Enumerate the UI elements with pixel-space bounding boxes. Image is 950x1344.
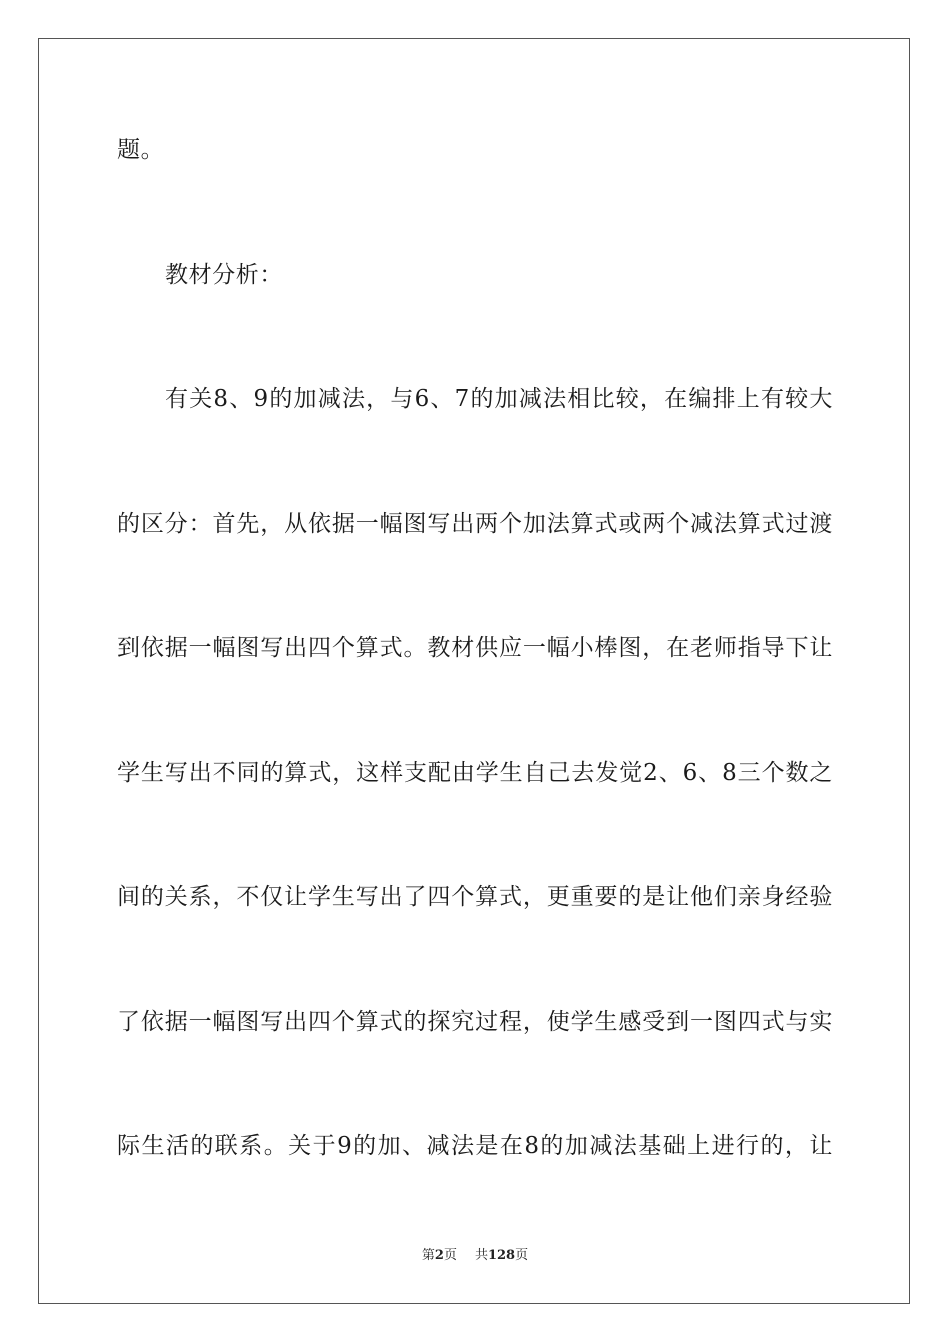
text-line-1: 题。 bbox=[117, 137, 165, 163]
footer-page-suffix: 页 bbox=[443, 1248, 457, 1263]
text-line-6: 学生写出不同的算式，这样支配由学生自己去发觉2、6、8三个数之 bbox=[117, 760, 833, 786]
text-line-3: 有关8、9的加减法，与6、7的加减法相比较，在编排上有较大 bbox=[165, 386, 833, 412]
footer-total-number: 128 bbox=[487, 1248, 516, 1263]
text-line-9: 际生活的联系。关于9的加、减法是在8的加减法基础上进行的，让 bbox=[117, 1133, 833, 1159]
text-line-8: 了依据一幅图写出四个算式的探究过程，使学生感受到一图四式与实 bbox=[117, 1009, 833, 1035]
footer-total-prefix: 共 bbox=[474, 1248, 488, 1263]
page-footer bbox=[0, 1247, 950, 1265]
text-line-7: 间的关系，不仅让学生写出了四个算式，更重要的是让他们亲身经验 bbox=[117, 884, 833, 910]
text-line-4: 的区分：首先，从依据一幅图写出两个加法算式或两个减法算式过渡 bbox=[117, 511, 833, 537]
page-frame bbox=[38, 38, 910, 1304]
footer-total-suffix: 页 bbox=[515, 1248, 529, 1263]
footer-page-prefix: 第 bbox=[421, 1248, 435, 1263]
section-heading: 教材分析： bbox=[165, 262, 283, 288]
text-line-5: 到依据一幅图写出四个算式。教材供应一幅小棒图，在老师指导下让 bbox=[117, 635, 833, 661]
footer-page-number: 2 bbox=[434, 1248, 444, 1263]
